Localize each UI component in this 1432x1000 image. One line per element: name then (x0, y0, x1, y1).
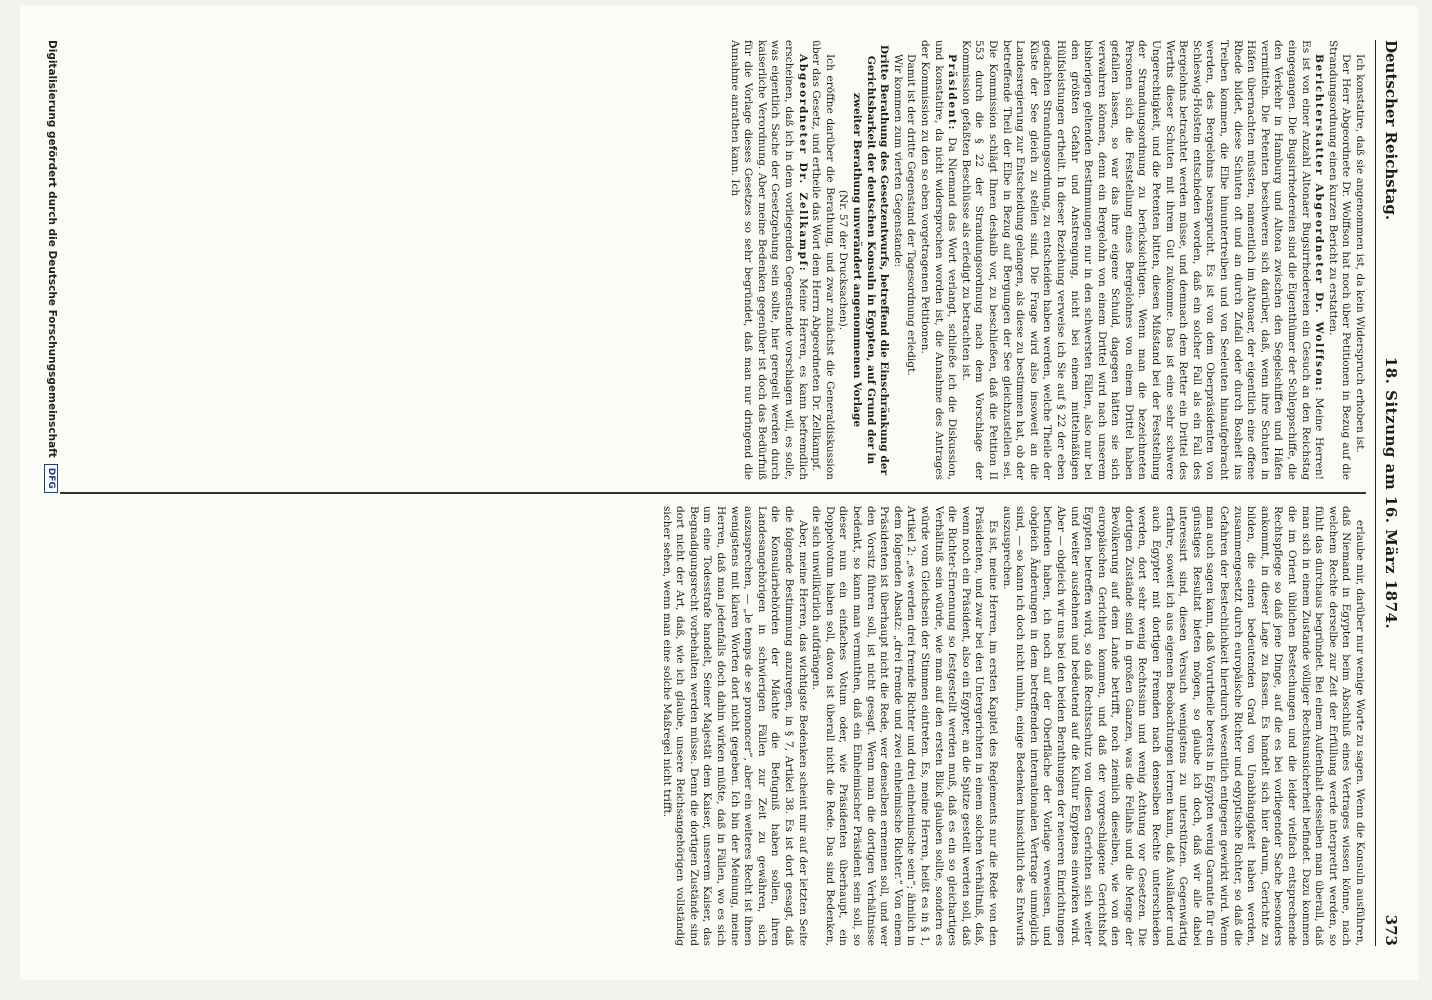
speech-text: Da Niemand das Wort verlangt, schließe ich die Diskussion, und konstatire, da nicht widersprochen worden ist, die Annahme des Antrages der Kommission zu den so eben vorgetragenen Petitionen. (919, 40, 959, 480)
speech-paragraph (727, 40, 809, 480)
text-paragraph: Aber, meine Herren, das wichtigste Bedenken scheint mir auf der letzten Seite die folgende Bestimmung anzuregen, in § 7, Artikel 38. Es ist dort gesagt, daß die Konsularbehörden der Mächte die Befugniß haben sollen, ihren Landesangehörigen in schwierigen Fällen zur Zeit zu gewähren, sich auszusprechen, — „le temps de se prononcer“, aber ein weiteres Recht ist ihnen wenigstens mit klaren Worten dort nicht gegeben. Ich bin der Meinung, meine Herren, daß man jedenfalls doch dahin wirken müßte, daß in Fällen, wo es sich um eine Todesstrafe handelt, Seiner Majestät dem Kaiser, unserem Kaiser, das Begnadigungsrecht vorbehalten werden müsse. Denn die dortigen Zustände sind dort nicht der Art, daß, wie ich glaube, unsere Reichsangehörigen vollständig sicher sehen, wenn man eine solche Maßregel nicht trifft. (660, 506, 809, 946)
text-paragraph: Wir kommen zum vierten Gegenstande: (891, 54, 904, 268)
text-paragraph: Es ist, meine Herren, im ersten Kapitel des Reglements nur die Rede von den Präsidenten, und zwar bei den Untergerichten in einem solchen Verhältniß, daß, wenn noch ein Präsident, also ein Egypter, an die Spitze gestellt werden soll, daß die Richter-Ernennung so festgestellt werden muß, daß es ein so gleichartiges Verhältniß sein würde, wie man auf den ersten Blick glauben sollte, sondern es würde vom Gleichsein der Stimmen eintreten. Es, meine Herren, heißt es in § 1, Artikel 2: „es werden drei fremde Richter und drei einheimische sein“; ähnlich in dem folgenden Absatz: „drei fremde und zwei einheimische Richter.“ Von einem Präsidenten ist überhaupt nicht die Rede, wer denselben ernennen soll, und wer den Vorsitz führen soll, ist nicht gesagt. Wenn man die dortigen Verhältnisse bedenkt, so kann man vermuthen, daß ein Einheimischer Präsident sein soll, so dieser nun ein einfaches Votum oder, wie Präsidenten überhaupt, ein Doppelvotum haben soll, davon ist überall nicht die Rede. Das sind Bedenken, die sich unwillkürlich aufdrängen. (810, 506, 999, 946)
speech-text: Meine Herren, es kann befremdlich erscheinen, daß ich in dem vorliegenden Gegenstande vorschlagen will, es solle, was eigentlich Sache der Gesetzgebung sein sollte, hier geregelt werden durch kaiserliche Verordnung. Aber meine Bedenken gegenüber ist doch das Bedürfniß für die Vorlage dieses Gesetzes so sehr begründet, daß man nur dringend die Annahme anrathen kann. Ich (728, 40, 809, 480)
agenda-reference: (Nr. 57 der Drucksachen). (837, 189, 850, 331)
agenda-heading: Dritte Berathung des Gesetzentwurfs, betreffend die Einschränkung der Gerichtsbarkeit der deutschen Konsuln in Egypten, auf Grund der in zweiter Berathung unverändert angenommenen Vorlage (851, 44, 891, 476)
dfg-logo: DFG (44, 464, 58, 493)
speech-paragraph (958, 40, 1325, 480)
credit-text: Digitalisierung gefördert durch die Deutsche Forschungsgemeinschaft (46, 40, 58, 458)
text-paragraph: Der Herr Abgeordnete Dr. Wolffson hat noch über Petitionen in Bezug auf die Strandungsordnung einen kurzen Bericht zu erstatten. (1326, 40, 1353, 480)
text-paragraph: erlaube mir, darüber nur wenige Worte zu sagen. Wenn die Konsuln ausführen, daß Niemand in Egypten beim Abschluß eines Vertrages wissen könne, nach welchem Rechte derselbe zur Zeit der Erfüllung werde interpretirt werden, so fühlt das durchaus begründet. Bei einem Aufenthalt desselben man überall, daß man sich in einem Zustande völliger Rechtsunsicherheit befindet. Dazu kommen die im Orient üblichen Bestechungen und die leider vielfach entsprechende Rechtspflege so daß jene Dinge, auf die es bei vorliegender Sache besonders ankommt, in dieser Lage zu fassen. Es handelt sich hier darum, Gerichte zu bilden, die einen bedeutenden Grad von Unabhängigkeit haben werden, zusammengesetzt durch europäische Richter und egyptische Richter, so daß die Gefahren der Bestechlichkeit hierdurch wesentlich entgegen gewirkt wird. Wenn man auch sagen kann, daß Vorurtheile bereits in Egypten wenig Garantie für ein günstiges Resultat bieten mögen, so glaube ich doch, daß wir alle dabei interessirt sind, diesen Versuch wenigstens zu unterstützen. Gegenwärtig erfahre, soweit ich aus eigenen Beobachtungen lernen kann, daß Ausländer und auch Egypter mit dortigen Fremden nach denselben Rechte unterschieden werden, dort sehr wenig Rechtssinn und wenig Achtung vor Gesetzen. Die dortigen Zustände sind in großen Ganzen, was die Fellahs und die Menge der Bevölkerung auf dem Lande betrifft, noch ziemlich dieselben, wie von den europäischen Gerichten kommen, und daß der vorgeschlagene Gerichtshof Egypten betreffen wird, so daß Rechtsschutz von diesen Gerichten sich weiter und weiter ausdehnen und bedeutend auf die Kultur Egyptens einwirken wird. Aber — obgleich wir uns bei den beiden Berathungen der neueren Einrichtungen befunden haben, ich noch auf der Oberfläche der Vorlage verweisen, und obgleich Änderungen in dem betreffenden internationalen Vertrage unmöglich sind, — so kann ich doch nicht umhin, einige Bedenken hinsichtlich des Entwurfs auszusprechen. (1000, 506, 1366, 946)
digitization-credit (44, 40, 58, 493)
scanned-page (20, 6, 1418, 980)
text-paragraph: Damit ist der dritte Gegenstand der Tagesordnung erledigt. (905, 54, 918, 376)
text-paragraph: Ich konstatire, daß sie angenommen ist, da kein Widerspruch erhoben ist. (1354, 54, 1366, 453)
speech-text: Meine Herren! Es ist von einer Anzahl Altonaer Bugsirrhedereien ein Gesuch an den Reichstag eingegangen. Die Bugsirrhedereien sind die Eigenthümer der Schleppschiffe, die den Verkehr in Hamburg und Altona zwischen den Segelschiffen und Häfen vermitteln. Die Petenten beschweren sich darüber, daß, wenn ihre Schuten in Häfen übernachten müssten, namentlich im Altonaer, der eigentlich eine offene Rhede bildet, diese Schuten oft und an durch Zufall oder durch Bosheit ins Treiben kommen, die Elbe hinuntertreiben und von Seeleuten hinaufgebracht werden, des Bergelohns beansprucht. Es ist von dem Oberpräsidenten von Schleswig-Holstein entschieden worden, daß ein solcher Fall als ein Fall des Bergelohns betrachtet werden müsse, und demnach dem Retter ein Drittel des Werths dieser Schuten mit ihrem Gut zukomme. Das ist eine sehr schwere Ungerechtigkeit, und die Petenten bitten, diesen Mißstand bei der Feststellung der Strandungsordnung zu berücksichtigen. Wenn man die bezeichneten Personen sich die Feststellung eines Bergelohnes von einem Drittel haben gefallen lassen, so war das ihre eigene Schuld, dagegen hätten sie sich verwahren können, denn ein Bergelohn von einem Drittel wird nach unserem bisherigen geltenden Bestimmungen nur in den schwersten Fällen, also nur bei den größten Gefahr und Anstrengung, nicht bei einem mittelmäßigen Hülfsleistungen ertheilt. In dieser Beziehung verweise ich Sie auf § 22 der eben gedachten Strandungsordnung, zu entscheiden haben werden, welche Theile der Küste der See gleich zu stellen sind. Die Frage wird also insoweit an die Landesregierung zur Entscheidung gelangen, als diese zu bestimmen hat, ob der betreffende Theil der Elbe in Bezug auf Bergungen der See gleichzustellen sei. Die Kommission schlägt Ihnen deshalb vor, zu beschließen, daß die Petition II 553 durch die § 22 der Strandungsordnung nach dem Vorschlage der Kommission gefaßten Beschlüsse als erledigt zu betrachten ist. (959, 40, 1326, 481)
page-number: 373 (1382, 914, 1400, 946)
header-session: 18. Sitzung am 16. März 1874. (1382, 356, 1400, 630)
speaker-name: Abgeordneter Dr. Zellkampf: (796, 54, 809, 273)
speech-paragraph (917, 40, 958, 480)
left-column (727, 40, 1366, 480)
text-paragraph: Ich eröffne darüber die Berathung, und zwar zunächst die Generaldiskussion über das Gesetz, und ertheile das Wort dem Herrn Abgeordneten Dr. Zellkampf. (810, 40, 836, 480)
speaker-name: Berichterstatter Abgeordneter Dr. Wolffson: (1313, 54, 1326, 393)
header-publication: Deutscher Reichstag. (1382, 40, 1400, 221)
column-divider (60, 492, 1366, 494)
page-header (1375, 40, 1406, 946)
right-column (659, 506, 1366, 946)
speaker-name: Präsident: (946, 54, 959, 132)
